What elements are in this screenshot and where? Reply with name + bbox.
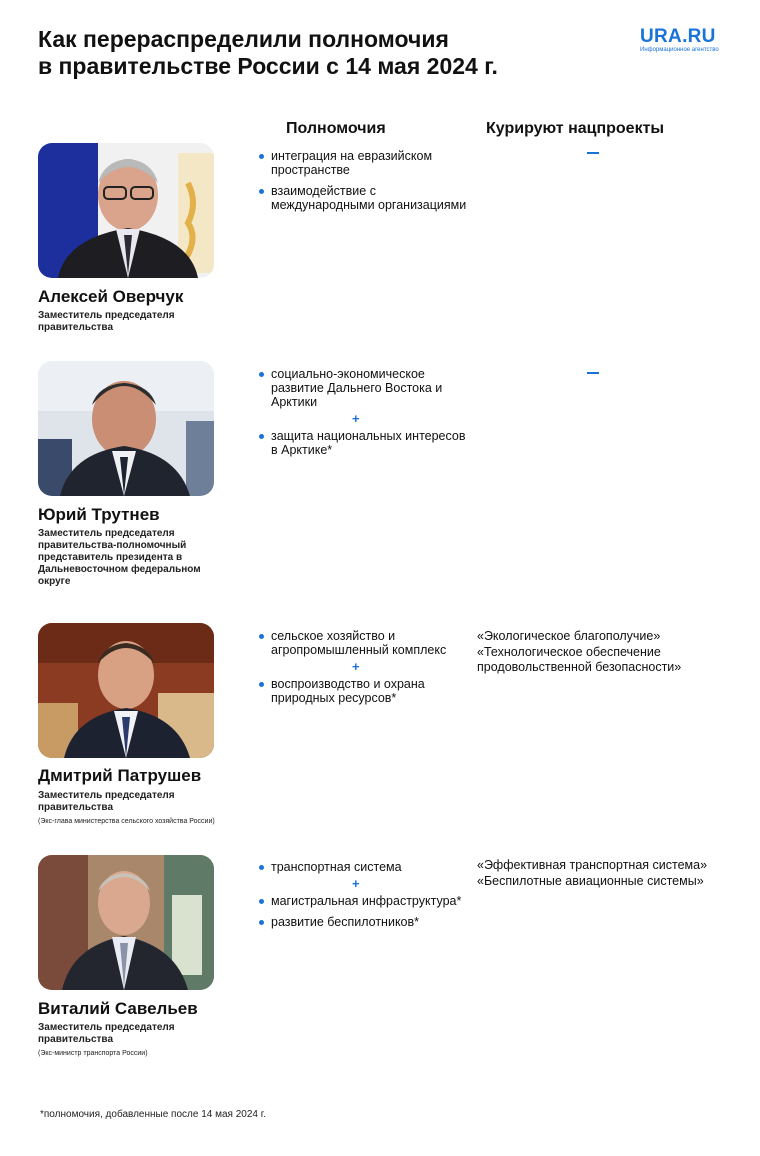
- ura-logo[interactable]: [640, 27, 732, 54]
- person-name: Дмитрий Патрушев: [38, 766, 202, 785]
- plus-icon: +: [352, 659, 360, 674]
- portrait-icon: [38, 623, 214, 758]
- power-item: защита национальных интересов в Арктике*: [258, 429, 468, 457]
- portrait-icon: [38, 855, 214, 990]
- logo-subtext: Информационное агентство: [640, 47, 719, 53]
- project-item: «Беспилотные авиационные системы»: [477, 874, 704, 888]
- plus-icon: +: [352, 876, 360, 891]
- power-item: воспроизводство и охрана природных ресурсов*: [258, 677, 468, 705]
- person-role: Заместитель председателя правительства-полномочный представитель президента в Дальневосточном федеральном округе: [38, 528, 201, 587]
- power-item: сельское хозяйство и агропромышленный комплекс: [258, 629, 468, 657]
- column-header-projects: Курируют нацпроекты: [486, 120, 665, 137]
- person-row-saveliev: [0, 855, 760, 1065]
- portrait-icon: [38, 361, 214, 496]
- person-role: Заместитель председателя правительства: [38, 1022, 175, 1045]
- power-item: взаимодействие с международными организациями: [258, 184, 468, 212]
- person-name: Виталий Савельев: [38, 999, 198, 1018]
- person-note: (Экс-министр транспорта России): [38, 1050, 148, 1057]
- person-role: Заместитель председателя правительства: [38, 790, 175, 813]
- title-line-1: Как перераспределили полномочия: [38, 26, 449, 52]
- footnote: *полномочия, добавленные после 14 мая 2024 г.: [40, 1109, 266, 1120]
- powers-list: [258, 629, 468, 712]
- person-row-patrushev: [0, 623, 760, 833]
- project-item: «Эффективная транспортная система»: [477, 858, 708, 872]
- no-projects-dash: [587, 152, 599, 154]
- power-item: интеграция на евразийском пространстве: [258, 149, 468, 177]
- project-item: «Технологическое обеспечение продовольственной безопасности»: [477, 645, 682, 674]
- person-row-trutnev: [0, 361, 760, 601]
- powers-list: [258, 149, 468, 219]
- power-item: развитие беспилотников*: [258, 915, 468, 929]
- no-projects-dash: [587, 372, 599, 374]
- page-title: [38, 26, 598, 80]
- powers-list: [258, 860, 468, 936]
- person-note: (Экс-глава министерства сельского хозяйства России): [38, 818, 215, 825]
- power-item: транспортная система: [258, 860, 468, 874]
- projects-list: [477, 858, 737, 890]
- person-row-overchuk: [0, 143, 760, 343]
- logo-text: URA.RU: [640, 26, 716, 47]
- project-item: «Экологическое благополучие»: [477, 629, 661, 643]
- power-item: магистральная инфраструктура*: [258, 894, 468, 908]
- person-role: Заместитель председателя правительства: [38, 310, 175, 333]
- powers-list: [258, 367, 468, 464]
- person-photo: [38, 361, 214, 496]
- portrait-icon: [38, 143, 214, 278]
- projects-list: [477, 629, 737, 676]
- person-photo: [38, 855, 214, 990]
- title-line-2: в правительстве России с 14 мая 2024 г.: [38, 53, 498, 79]
- column-header-powers: Полномочия: [286, 120, 386, 137]
- person-photo: [38, 623, 214, 758]
- person-name: Юрий Трутнев: [38, 505, 160, 524]
- person-photo: [38, 143, 214, 278]
- person-name: Алексей Оверчук: [38, 287, 184, 306]
- plus-icon: +: [352, 411, 360, 426]
- power-item: социально-экономическое развитие Дальнего Востока и Арктики: [258, 367, 468, 409]
